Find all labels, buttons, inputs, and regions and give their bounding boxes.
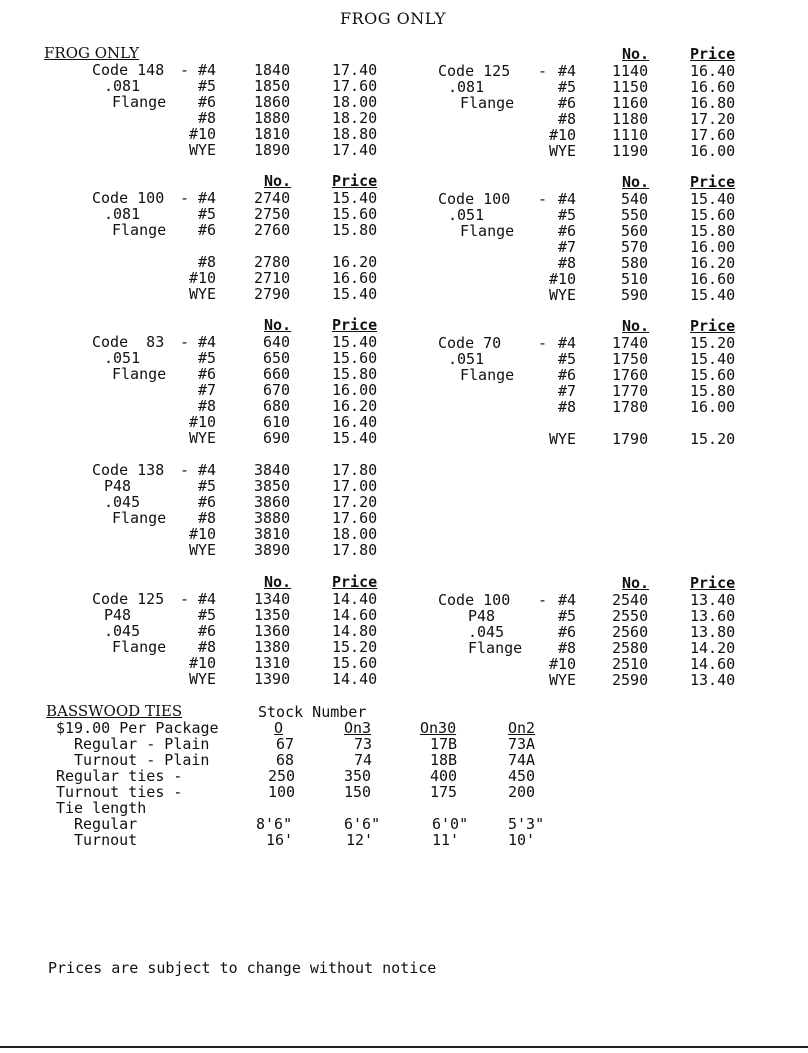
column-header-price: Price xyxy=(690,45,736,63)
stock-number: 2790 xyxy=(254,285,291,303)
stock-number: 2540 xyxy=(612,591,649,609)
ties-value: 73 xyxy=(354,735,373,753)
size-label: #6 xyxy=(558,623,577,641)
stock-number: 540 xyxy=(621,190,649,208)
price-value: 15.40 xyxy=(690,286,736,304)
stock-number: 1390 xyxy=(254,670,291,688)
size-label: #5 xyxy=(558,607,577,625)
stock-number: 1340 xyxy=(254,590,291,608)
size-label: #8 xyxy=(198,638,217,656)
column-header-price: Price xyxy=(332,573,378,591)
size-label: #4 xyxy=(558,591,577,609)
size-label: #4 xyxy=(198,590,217,608)
stock-number: 1160 xyxy=(612,94,649,112)
ties-value: 200 xyxy=(508,783,536,801)
size-label: #8 xyxy=(558,398,577,416)
size-label: #6 xyxy=(198,365,217,383)
stock-number: 1860 xyxy=(254,93,291,111)
size-label: #5 xyxy=(198,77,217,95)
price-value: 13.60 xyxy=(690,607,736,625)
stock-number: 590 xyxy=(621,286,649,304)
stock-number: 2510 xyxy=(612,655,649,673)
price-value: 16.80 xyxy=(690,94,736,112)
dash-separator: - xyxy=(180,590,190,608)
column-header-no: No. xyxy=(622,574,650,592)
stock-number: 610 xyxy=(263,413,291,431)
size-label: WYE xyxy=(189,541,217,559)
size-label: #5 xyxy=(198,477,217,495)
package-price: $19.00 Per Package xyxy=(56,719,219,737)
stock-number: 1890 xyxy=(254,141,291,159)
stock-number: 1380 xyxy=(254,638,291,656)
item-label: Flange xyxy=(460,94,515,112)
size-label: #10 xyxy=(189,525,217,543)
size-label: #5 xyxy=(558,206,577,224)
price-value: 17.80 xyxy=(332,541,378,559)
size-label: #4 xyxy=(558,62,577,80)
size-label: #5 xyxy=(558,350,577,368)
price-value: 16.20 xyxy=(332,397,378,415)
stock-number: 570 xyxy=(621,238,649,256)
size-label: WYE xyxy=(189,285,217,303)
item-label: Code 100 xyxy=(438,190,511,208)
size-label: #10 xyxy=(189,413,217,431)
ties-value: 74 xyxy=(354,751,373,769)
size-label: WYE xyxy=(189,670,217,688)
stock-number: 1110 xyxy=(612,126,649,144)
ties-row-label: Turnout - Plain xyxy=(74,751,210,769)
stock-number: 1740 xyxy=(612,334,649,352)
price-value: 16.20 xyxy=(690,254,736,272)
size-label: #8 xyxy=(198,109,217,127)
column-header-no: No. xyxy=(622,45,650,63)
item-label: Flange xyxy=(112,509,167,527)
size-label: #6 xyxy=(198,93,217,111)
stock-number: 550 xyxy=(621,206,649,224)
price-value: 15.80 xyxy=(332,365,378,383)
size-label: #10 xyxy=(549,126,577,144)
column-header-price: Price xyxy=(690,173,736,191)
price-value: 16.60 xyxy=(332,269,378,287)
size-label: #4 xyxy=(558,190,577,208)
size-label: WYE xyxy=(549,286,577,304)
dash-separator: - xyxy=(538,334,548,352)
stock-number: 1810 xyxy=(254,125,291,143)
stock-number: 510 xyxy=(621,270,649,288)
size-label: WYE xyxy=(549,430,577,448)
size-label: #4 xyxy=(198,333,217,351)
ties-value: 250 xyxy=(268,767,296,785)
size-label: #7 xyxy=(558,238,577,256)
price-value: 15.40 xyxy=(332,285,378,303)
column-header-price: Price xyxy=(332,172,378,190)
item-label: Flange xyxy=(112,638,167,656)
scale-column-header: O xyxy=(274,719,284,737)
stock-number: 2550 xyxy=(612,607,649,625)
stock-number: 560 xyxy=(621,222,649,240)
size-label: #8 xyxy=(558,110,577,128)
stock-number: 3810 xyxy=(254,525,291,543)
dash-separator: - xyxy=(180,61,190,79)
stock-number: 2580 xyxy=(612,639,649,657)
price-value: 15.80 xyxy=(690,382,736,400)
stock-number: 1780 xyxy=(612,398,649,416)
size-label: #8 xyxy=(198,509,217,527)
size-label: #6 xyxy=(558,222,577,240)
ties-heading: BASSWOOD TIES xyxy=(46,702,183,720)
size-label: #10 xyxy=(549,270,577,288)
item-label: Flange xyxy=(112,365,167,383)
size-label: #10 xyxy=(189,654,217,672)
item-label: Code 83 xyxy=(92,333,165,351)
price-value: 14.40 xyxy=(332,670,378,688)
price-value: 18.20 xyxy=(332,109,378,127)
ties-value: 450 xyxy=(508,767,536,785)
column-header-price: Price xyxy=(332,316,378,334)
price-value: 17.40 xyxy=(332,141,378,159)
size-label: #5 xyxy=(198,606,217,624)
stock-number: 1880 xyxy=(254,109,291,127)
price-value: 13.40 xyxy=(690,591,736,609)
stock-number: 1310 xyxy=(254,654,291,672)
ties-value: 10' xyxy=(508,831,536,849)
item-label: .045 xyxy=(468,623,505,641)
item-label: .081 xyxy=(104,205,141,223)
size-label: #6 xyxy=(558,366,577,384)
price-value: 17.60 xyxy=(332,509,378,527)
dash-separator: - xyxy=(180,333,190,351)
price-value: 15.60 xyxy=(332,654,378,672)
ties-value: 8'6" xyxy=(256,815,293,833)
column-header-no: No. xyxy=(264,573,292,591)
size-label: #10 xyxy=(549,655,577,673)
stock-number: 1350 xyxy=(254,606,291,624)
price-value: 15.80 xyxy=(690,222,736,240)
size-label: #4 xyxy=(198,61,217,79)
ties-value: 6'0" xyxy=(432,815,469,833)
stock-number: 3880 xyxy=(254,509,291,527)
item-label: P48 xyxy=(104,477,132,495)
item-label: .051 xyxy=(448,206,485,224)
dash-separator: - xyxy=(180,189,190,207)
price-value: 16.20 xyxy=(332,253,378,271)
price-value: 14.40 xyxy=(332,590,378,608)
price-value: 15.60 xyxy=(690,206,736,224)
price-value: 15.20 xyxy=(332,638,378,656)
size-label: #4 xyxy=(198,461,217,479)
price-value: 15.40 xyxy=(332,333,378,351)
item-label: Flange xyxy=(112,221,167,239)
stock-number: 2740 xyxy=(254,189,291,207)
price-value: 15.40 xyxy=(332,189,378,207)
item-label: Flange xyxy=(460,366,515,384)
stock-number: 1190 xyxy=(612,142,649,160)
price-value: 15.80 xyxy=(332,221,378,239)
column-header-no: No. xyxy=(264,172,292,190)
ties-value: 5'3" xyxy=(508,815,545,833)
stock-number: 1770 xyxy=(612,382,649,400)
stock-number: 2710 xyxy=(254,269,291,287)
column-header-no: No. xyxy=(622,317,650,335)
price-value: 15.40 xyxy=(332,429,378,447)
ties-value: 6'6" xyxy=(344,815,381,833)
scale-column-header: On2 xyxy=(508,719,536,737)
stock-number: 650 xyxy=(263,349,291,367)
price-value: 18.00 xyxy=(332,93,378,111)
price-value: 15.40 xyxy=(690,190,736,208)
ties-row-label: Regular xyxy=(74,815,138,833)
price-value: 15.60 xyxy=(332,349,378,367)
item-label: .081 xyxy=(104,77,141,95)
price-value: 16.60 xyxy=(690,78,736,96)
stock-number: 1760 xyxy=(612,366,649,384)
item-label: Flange xyxy=(460,222,515,240)
price-value: 13.80 xyxy=(690,623,736,641)
price-value: 15.20 xyxy=(690,334,736,352)
column-header-no: No. xyxy=(264,316,292,334)
ties-row-label: Regular ties - xyxy=(56,767,183,785)
size-label: WYE xyxy=(549,142,577,160)
column-header-price: Price xyxy=(690,574,736,592)
size-label: #8 xyxy=(198,397,217,415)
price-value: 17.20 xyxy=(332,493,378,511)
stock-number: 3840 xyxy=(254,461,291,479)
stock-number: 1750 xyxy=(612,350,649,368)
item-label: Code 148 xyxy=(92,61,165,79)
price-value: 13.40 xyxy=(690,671,736,689)
size-label: #6 xyxy=(198,221,217,239)
stock-number: 680 xyxy=(263,397,291,415)
footer-note: Prices are subject to change without notice xyxy=(48,959,437,977)
size-label: #10 xyxy=(189,125,217,143)
size-label: #6 xyxy=(198,493,217,511)
ties-value: 11' xyxy=(432,831,460,849)
item-label: Code 100 xyxy=(438,591,511,609)
ties-value: 74A xyxy=(508,751,536,769)
stock-number: 670 xyxy=(263,381,291,399)
price-value: 17.40 xyxy=(332,61,378,79)
size-label: WYE xyxy=(189,141,217,159)
size-label: #5 xyxy=(558,78,577,96)
price-value: 17.60 xyxy=(690,126,736,144)
dash-separator: - xyxy=(180,461,190,479)
ties-value: 18B xyxy=(430,751,458,769)
stock-number: 1840 xyxy=(254,61,291,79)
price-value: 18.80 xyxy=(332,125,378,143)
price-value: 17.20 xyxy=(690,110,736,128)
price-list-page: FROG ONLY FROG ONLY Code 148 - #4 1840 17.40 .081 #5 1850 17.60 Flange #6 1860 18.00 #8 1880 18.20 #10 1810 18.80 WYE 1890 17.40 No. Price Code 125 - #4 1140 16.40 .081 #5 1150 16.60 Flange #6 1160 16.80 #8 1180 17.20 #10 1110 17.60 WYE 1190 16.00 No. Price Code 100 - #4 2740 15.40 .081 #5 2750 15.60 Flange #6 2760 15.80 #8 2780 16.20 #10 2710 16.60 WYE 2790 15.40 No. Price Code 100 - #4 540 15.40 .051 #5 550 15.60 Flange #6 560 15.80 #7 570 16.00 #8 580 16.20 #10 510 16.60 WYE 590 15.40 No. Price Code 83 - #4 640 15.40 .051 #5 650 15.60 Flange #6 660 15.80 #7 670 16.00 #8 680 16.20 #10 610 16.40 WYE 690 15.40 No. Price Code 70 - #4 1740 15.20 .051 #5 1750 15.40 Flange #6 1760 15.60 #7 1770 15.80 #8 1780 16.00 WYE 1790 15.20 Code 138 - #4 3840 17.80 P48 #5 3850 17.00 .045 #6 3860 17.20 Flange #8 3880 17.60 #10 3810 18.00 WYE 3890 17.80 No. Price Code 125 - #4 1340 14.40 P48 #5 1350 14.60 .045 #6 1360 14.80 Flange #8 1380 15.20 #10 1310 15.60 WYE 1390 14.40 No. Price Code 100 - #4 2540 13.40 P48 #5 2550 13.60 .045 #6 2560 13.80 Flange #8 2580 14.20 #10 2510 14.60 WYE 2590 13.40 BASSWOOD TIES Stock Number $19.00 Per Package O On3 On30 On2 Regular - Plain 67 73 17B 73A Turnout - Plain 68 74 18B 74A Regular ties - 250 350 400 450 Turnout ties - 100 150 175 200 Tie length Regular 8'6" 6'6" 6'0" 5'3" Turnout 16' 12' 11' 10' Prices are subject to change without notice xyxy=(0,0,808,1053)
stock-number: 1140 xyxy=(612,62,649,80)
item-label: P48 xyxy=(104,606,132,624)
ties-row-label: Turnout xyxy=(74,831,138,849)
stock-number: 2760 xyxy=(254,221,291,239)
dash-separator: - xyxy=(538,591,548,609)
size-label: #6 xyxy=(558,94,577,112)
price-value: 15.20 xyxy=(690,430,736,448)
price-value: 16.00 xyxy=(690,142,736,160)
size-label: WYE xyxy=(549,671,577,689)
item-label: .045 xyxy=(104,493,141,511)
stock-number: 3850 xyxy=(254,477,291,495)
price-value: 18.00 xyxy=(332,525,378,543)
column-header-price: Price xyxy=(690,317,736,335)
item-label: Code 125 xyxy=(438,62,511,80)
dash-separator: - xyxy=(538,62,548,80)
size-label: #7 xyxy=(198,381,217,399)
stock-number: 2560 xyxy=(612,623,649,641)
item-label: Flange xyxy=(112,93,167,111)
ties-value: 73A xyxy=(508,735,536,753)
item-label: .081 xyxy=(448,78,485,96)
item-label: .051 xyxy=(104,349,141,367)
ties-value: 150 xyxy=(344,783,372,801)
stock-number: 3860 xyxy=(254,493,291,511)
size-label: #8 xyxy=(198,253,217,271)
price-value: 16.40 xyxy=(332,413,378,431)
dash-separator: - xyxy=(538,190,548,208)
section-heading: FROG ONLY xyxy=(44,44,140,62)
price-value: 16.00 xyxy=(690,238,736,256)
scale-column-header: On3 xyxy=(344,719,372,737)
size-label: #7 xyxy=(558,382,577,400)
stock-number: 690 xyxy=(263,429,291,447)
price-value: 17.80 xyxy=(332,461,378,479)
size-label: #4 xyxy=(558,334,577,352)
size-label: #8 xyxy=(558,254,577,272)
stock-number: 1360 xyxy=(254,622,291,640)
price-value: 15.40 xyxy=(690,350,736,368)
size-label: #5 xyxy=(198,349,217,367)
stock-number: 2750 xyxy=(254,205,291,223)
stock-number: 3890 xyxy=(254,541,291,559)
price-value: 17.60 xyxy=(332,77,378,95)
scale-column-header: On30 xyxy=(420,719,457,737)
size-label: #6 xyxy=(198,622,217,640)
stock-number: 640 xyxy=(263,333,291,351)
price-value: 16.40 xyxy=(690,62,736,80)
size-label: #5 xyxy=(198,205,217,223)
stock-number: 580 xyxy=(621,254,649,272)
item-label: Code 100 xyxy=(92,189,165,207)
scan-edge xyxy=(0,1046,808,1048)
column-header-no: No. xyxy=(622,173,650,191)
size-label: #4 xyxy=(198,189,217,207)
price-value: 14.80 xyxy=(332,622,378,640)
item-label: P48 xyxy=(468,607,496,625)
price-value: 14.60 xyxy=(332,606,378,624)
stock-number: 2780 xyxy=(254,253,291,271)
stock-number: 1150 xyxy=(612,78,649,96)
ties-row-label: Turnout ties - xyxy=(56,783,183,801)
price-value: 14.20 xyxy=(690,639,736,657)
ties-row-label: Tie length xyxy=(56,799,147,817)
ties-value: 17B xyxy=(430,735,458,753)
ties-value: 175 xyxy=(430,783,458,801)
stock-number: 1850 xyxy=(254,77,291,95)
ties-value: 350 xyxy=(344,767,372,785)
item-label: Code 138 xyxy=(92,461,165,479)
stock-number: 1180 xyxy=(612,110,649,128)
item-label: .051 xyxy=(448,350,485,368)
price-value: 17.00 xyxy=(332,477,378,495)
stock-number: 2590 xyxy=(612,671,649,689)
item-label: Flange xyxy=(468,639,523,657)
item-label: Code 125 xyxy=(92,590,165,608)
size-label: #8 xyxy=(558,639,577,657)
item-label: Code 70 xyxy=(438,334,502,352)
size-label: #10 xyxy=(189,269,217,287)
price-value: 16.00 xyxy=(690,398,736,416)
stock-number: 1790 xyxy=(612,430,649,448)
price-value: 16.00 xyxy=(332,381,378,399)
item-label: .045 xyxy=(104,622,141,640)
ties-value: 16' xyxy=(266,831,294,849)
stock-number-label: Stock Number xyxy=(258,703,367,721)
price-value: 15.60 xyxy=(332,205,378,223)
size-label: WYE xyxy=(189,429,217,447)
ties-value: 400 xyxy=(430,767,458,785)
ties-value: 100 xyxy=(268,783,296,801)
stock-number: 660 xyxy=(263,365,291,383)
price-value: 15.60 xyxy=(690,366,736,384)
price-value: 14.60 xyxy=(690,655,736,673)
ties-value: 12' xyxy=(346,831,374,849)
ties-value: 68 xyxy=(276,751,295,769)
ties-value: 67 xyxy=(276,735,295,753)
price-value: 16.60 xyxy=(690,270,736,288)
ties-row-label: Regular - Plain xyxy=(74,735,210,753)
